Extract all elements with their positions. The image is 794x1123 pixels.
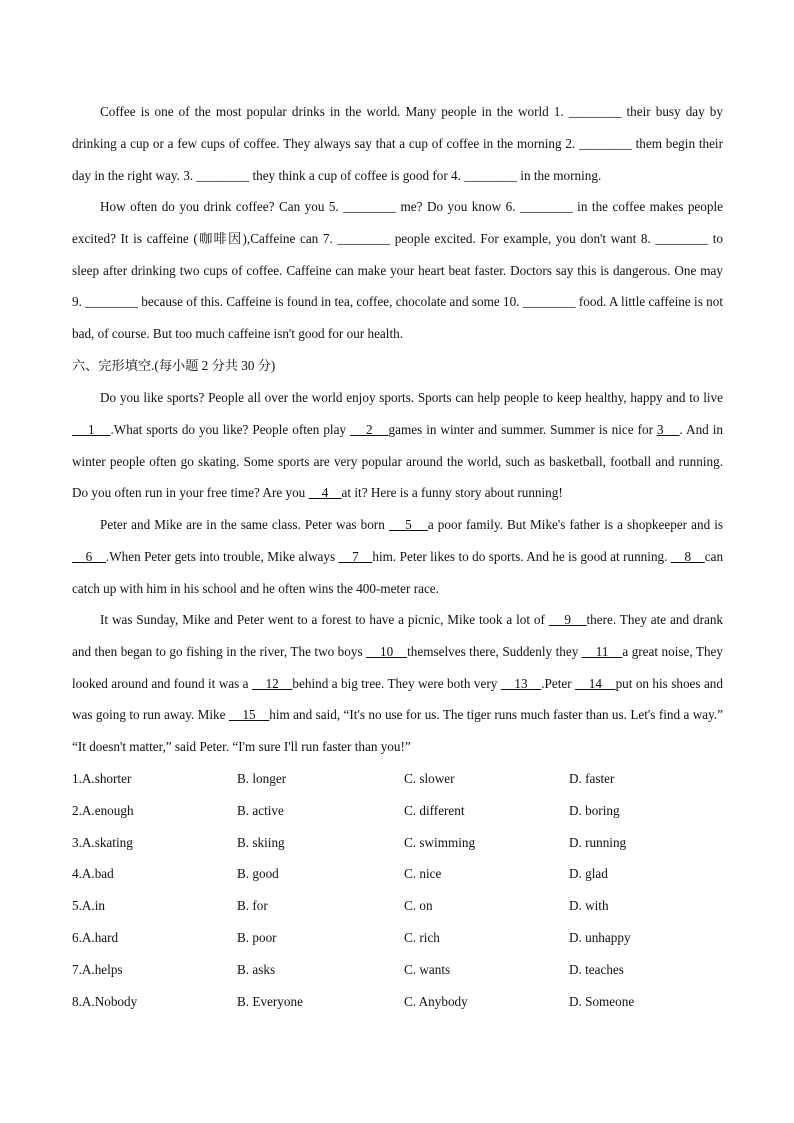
option-a: 3.A.skating <box>72 834 133 850</box>
option-c: C. wants <box>404 961 451 977</box>
answer-blank: 10 <box>366 643 408 659</box>
option-a: 5.A.in <box>72 898 105 914</box>
passage-text: a great noise, They looked around and found it was a <box>72 643 724 691</box>
answer-blank: 8 <box>670 548 705 564</box>
option-d: D. unhappy <box>569 929 631 945</box>
answer-options <box>72 763 723 1017</box>
passage-text: Peter and Mike are in the same class. Peter was born <box>100 517 389 532</box>
answer-blank: 11 <box>581 643 623 659</box>
option-d: D. glad <box>569 866 608 882</box>
option-a: 6.A.hard <box>72 929 119 945</box>
option-row <box>72 795 723 827</box>
option-d: D. with <box>569 898 609 914</box>
option-row <box>72 986 723 1018</box>
answer-blank: 12 <box>251 675 293 691</box>
option-a: 4.A.bad <box>72 866 114 882</box>
option-d: D. Someone <box>569 993 635 1009</box>
answer-blank: 15 <box>228 707 270 723</box>
answer-blank: 7 <box>338 548 373 564</box>
passage-text: .What sports do you like? People often play <box>110 421 351 437</box>
option-c: C. on <box>404 898 433 914</box>
passage-text: .When Peter gets into trouble, Mike always <box>105 548 339 564</box>
option-row <box>72 954 723 986</box>
option-row <box>72 890 723 922</box>
passage-text: there. They ate and drank and then began to go fishing in the river, The two boys <box>72 612 724 659</box>
passage-text: him. Peter likes to do sports. And he is good at running. <box>372 548 671 564</box>
passage-text: Do you like sports? People all over the world enjoy sports. Sports can help people to keep healthy, happy and to live <box>100 390 723 405</box>
passage-text: games in winter and summer. Summer is nice for <box>388 421 657 437</box>
passage1-paragraph1: Coffee is one of the most popular drinks in the world. Many people in the world 1. ________ their busy day by drinking a cup or a few cups of coffee. They always say that a cup of coffee in the morning 2. ________ them begin their day in the right way. 3. ________ they think a cup of coffee is good for 4. ________ in the morning. <box>72 104 723 183</box>
option-d: D. faster <box>569 771 615 786</box>
option-row <box>72 922 723 954</box>
option-row <box>72 858 723 890</box>
answer-blank: 9 <box>548 612 587 627</box>
option-c: C. rich <box>404 929 440 945</box>
option-b: B. asks <box>237 961 276 977</box>
passage-text: at it? Here is a funny story about running! <box>341 485 563 501</box>
option-c: C. different <box>404 802 465 818</box>
passage1-paragraph2: How often do you drink coffee? Can you 5. ________ me? Do you know 6. ________ in the coffee makes people excited? It is caffeine (咖啡因),Caffeine can 7. ________ people excited. For example, you don't want 8. ________ to sleep after drinking two cups of coffee. Caffeine can make your heart beat faster. Doctors say this is dangerous. One may 9. ________ because of this. Caffeine is found in tea, coffee, chocolate and some 10. ________ food. A little caffeine is not bad, of course. But too much caffeine isn't good for our health. <box>72 199 723 342</box>
option-b: B. active <box>237 802 284 818</box>
passage-text: It was Sunday, Mike and Peter went to a forest to have a picnic, Mike took a lot of <box>100 612 549 627</box>
option-d: D. boring <box>569 802 620 818</box>
option-c: C. nice <box>404 866 442 882</box>
option-c: C. slower <box>404 771 455 786</box>
answer-blank: 6 <box>72 548 106 564</box>
option-b: B. poor <box>237 929 277 945</box>
option-b: B. Everyone <box>237 993 303 1009</box>
passage2-paragraph3 <box>72 604 723 763</box>
passage-text: can catch up with him in his school and he often wins the 400-meter race. <box>72 548 724 596</box>
option-b: B. skiing <box>237 834 285 850</box>
option-b: B. good <box>237 866 279 882</box>
passage-text: .Peter <box>541 675 576 691</box>
passage-text: themselves there, Suddenly they <box>407 643 582 659</box>
passage-text: him and said, “It's no use for us. The tiger runs much faster than us. Let's find a way.” “It doesn't matter,” said Peter. “I'm sure I'll run faster than you!” <box>72 707 723 755</box>
passage-text: a poor family. But Mike's father is a shopkeeper and is <box>427 517 724 532</box>
answer-blank: 1 <box>72 421 111 437</box>
answer-blank: 4 <box>308 485 342 501</box>
passage2-paragraph1 <box>72 382 723 509</box>
section-heading: 六、完形填空.(每小题 2 分共 30 分) <box>72 358 276 373</box>
option-row <box>72 763 723 795</box>
passage-text: behind a big tree. They were both very <box>292 675 501 691</box>
answer-blank: 14 <box>575 675 616 691</box>
answer-blank: 3 <box>656 421 680 437</box>
passage-text: put on his shoes and was going to run away. Mike <box>72 675 723 723</box>
option-a: 1.A.shorter <box>72 771 132 786</box>
option-a: 7.A.helps <box>72 961 123 977</box>
option-row <box>72 827 723 859</box>
answer-blank: 2 <box>350 421 389 437</box>
option-b: B. longer <box>237 771 287 786</box>
option-a: 2.A.enough <box>72 802 134 818</box>
answer-blank: 13 <box>500 675 542 691</box>
option-b: B. for <box>237 898 268 914</box>
passage2-paragraph2 <box>72 509 723 604</box>
passage-text: . And in winter people often go skating. Some sports are very popular around the world, such as basketball, football and running. Do you often run in your free time? Are you <box>72 421 724 501</box>
option-c: C. Anybody <box>404 993 468 1009</box>
answer-blank: 5 <box>388 517 428 532</box>
option-a: 8.A.Nobody <box>72 993 138 1009</box>
option-d: D. teaches <box>569 961 624 977</box>
option-c: C. swimming <box>404 834 476 850</box>
option-d: D. running <box>569 834 627 850</box>
